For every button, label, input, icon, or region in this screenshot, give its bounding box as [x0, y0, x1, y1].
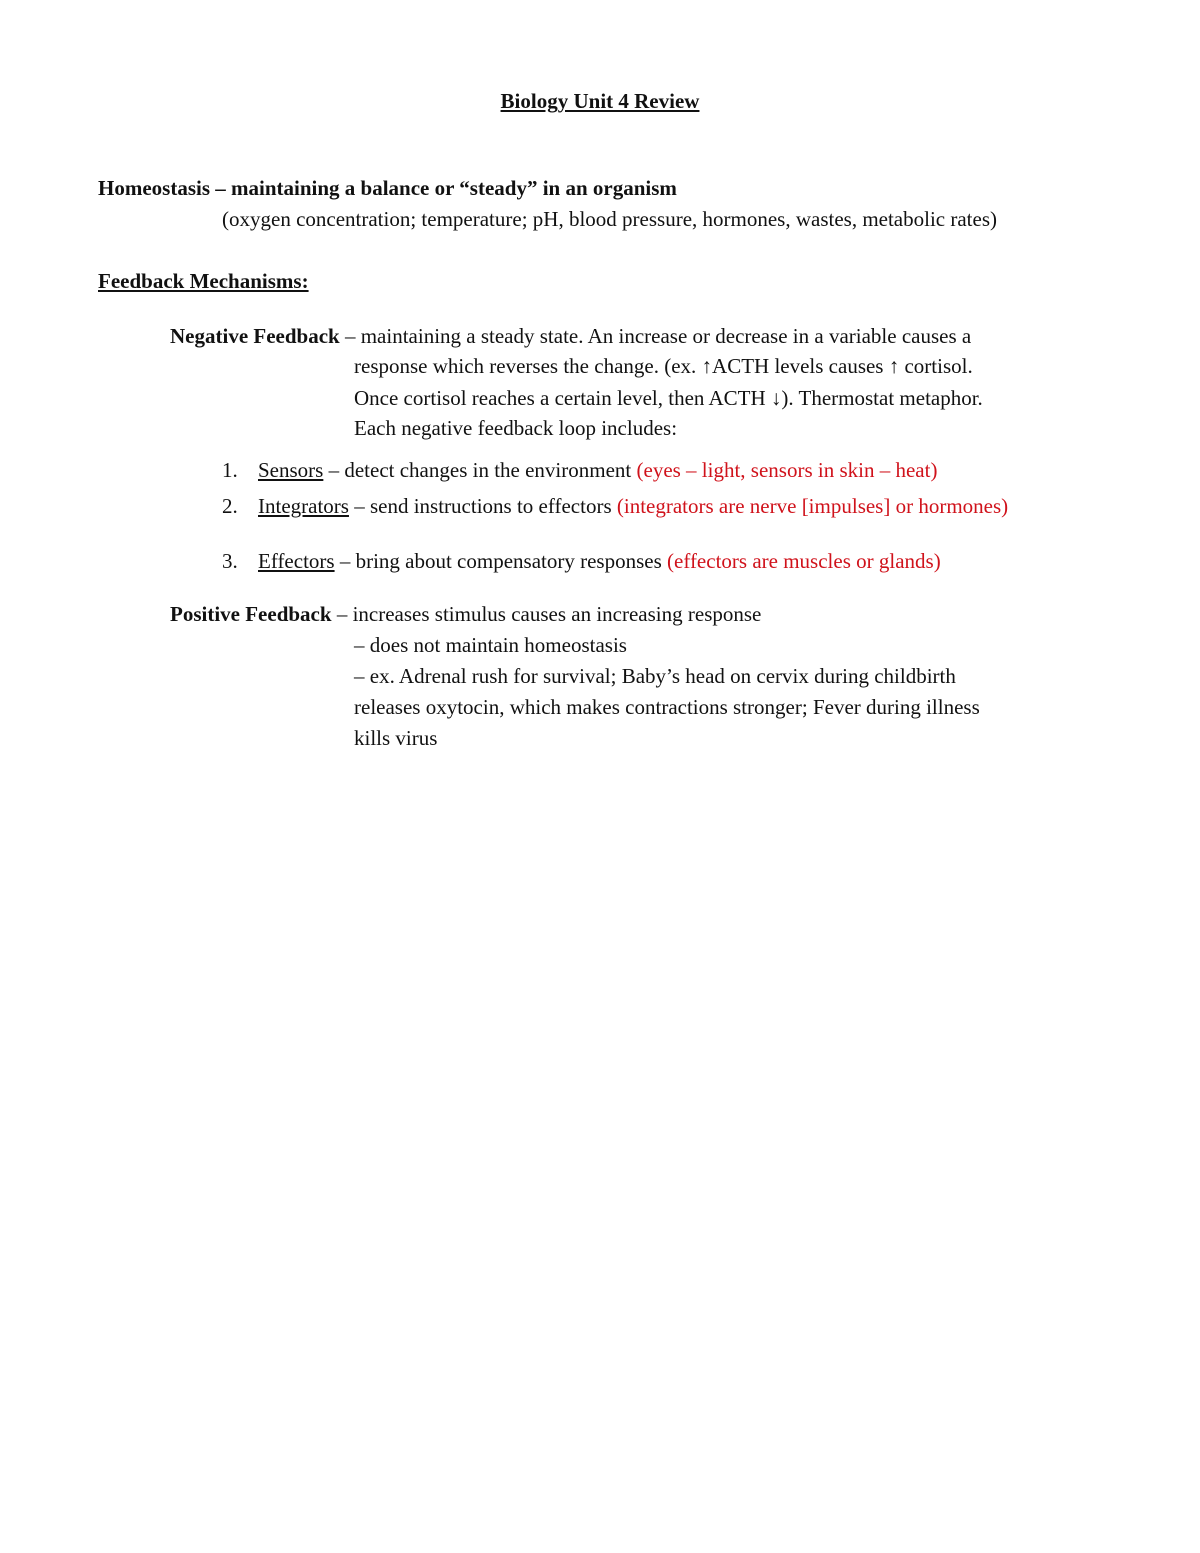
feedback-heading: Feedback Mechanisms: [98, 269, 309, 293]
positive-feedback-line-3: – ex. Adrenal rush for survival; Baby’s head on cervix during childbirth [354, 664, 956, 688]
list-desc: – bring about compensatory responses [334, 549, 668, 573]
positive-feedback-line-2: – does not maintain homeostasis [354, 633, 627, 657]
list-number: 2. [222, 494, 238, 518]
homeostasis-examples: (oxygen concentration; temperature; pH, blood pressure, hormones, wastes, metabolic rates) [222, 207, 998, 231]
list-item-sensors [222, 455, 937, 486]
positive-feedback-line-5: kills virus [354, 726, 438, 750]
list-item-integrators [222, 491, 1008, 522]
list-note: (effectors are muscles or glands) [667, 549, 941, 573]
negative-feedback-line-1 [170, 321, 971, 352]
list-desc: – detect changes in the environment [323, 458, 637, 482]
homeostasis-definition [98, 173, 677, 204]
negative-feedback-text: – maintaining a steady state. An increase or decrease in a variable causes a [339, 324, 972, 348]
list-item-effectors [222, 546, 941, 577]
homeostasis-term: Homeostasis [98, 176, 210, 200]
list-note: (integrators are nerve [impulses] or hormones) [616, 494, 1009, 518]
list-note: (eyes – light, sensors in skin – heat) [636, 458, 938, 482]
homeostasis-definition-text: – maintaining a balance or “steady” in an organism [210, 176, 677, 200]
list-term: Sensors [258, 458, 324, 482]
positive-feedback-text: – increases stimulus causes an increasing response [331, 602, 762, 626]
list-number: 3. [222, 549, 238, 573]
list-number: 1. [222, 458, 238, 482]
list-term: Effectors [258, 549, 335, 573]
list-desc: – send instructions to effectors [348, 494, 617, 518]
positive-feedback-term: Positive Feedback [170, 602, 332, 626]
negative-feedback-line-4: Each negative feedback loop includes: [354, 416, 678, 440]
positive-feedback-line-1 [170, 599, 761, 630]
positive-feedback-line-4: releases oxytocin, which makes contractions stronger; Fever during illness [354, 695, 980, 719]
negative-feedback-line-2: response which reverses the change. (ex. ↑ACTH levels causes ↑ cortisol. [354, 354, 973, 378]
page-title: Biology Unit 4 Review [500, 89, 700, 113]
negative-feedback-line-3: Once cortisol reaches a certain level, then ACTH ↓). Thermostat metaphor. [354, 386, 983, 410]
list-term: Integrators [258, 494, 349, 518]
negative-feedback-term: Negative Feedback [170, 324, 340, 348]
